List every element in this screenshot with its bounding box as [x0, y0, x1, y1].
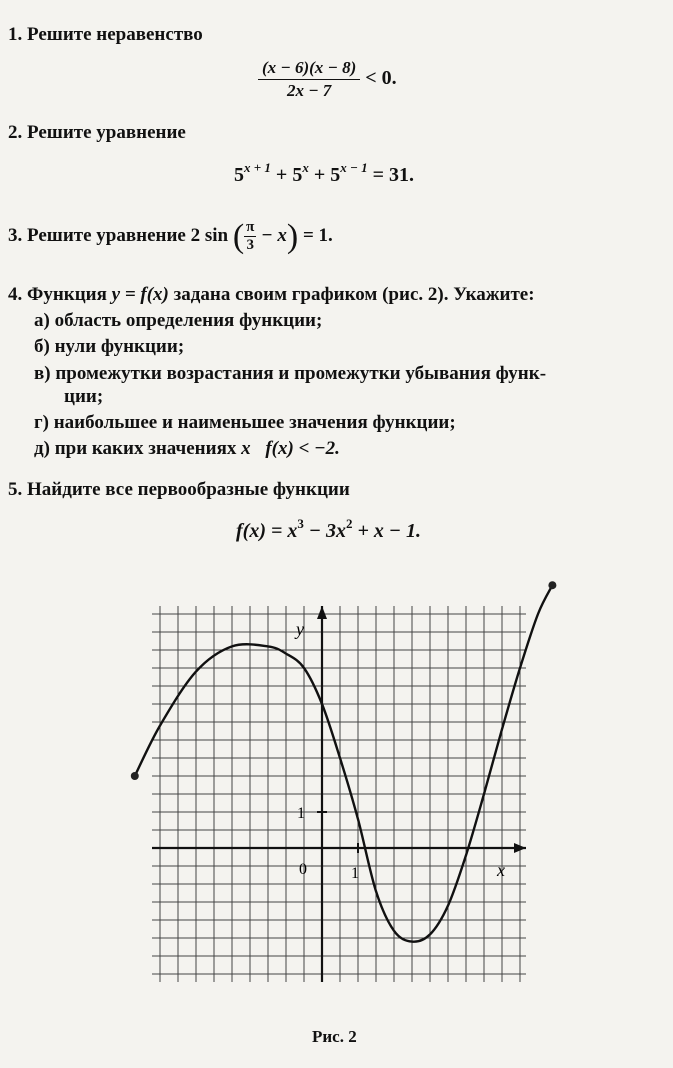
task-4-function: y = f(x)	[111, 284, 169, 305]
task-3-tail: − x	[261, 225, 287, 246]
task-3-text: 3. Решите уравнение 2 sin	[8, 225, 229, 246]
x-axis-arrow	[514, 843, 526, 853]
grid-lines	[152, 606, 526, 982]
y-axis-label: y	[296, 619, 304, 639]
task-2-exp-2: x	[302, 160, 309, 175]
y-unit-label: 1	[297, 805, 305, 822]
curve-end-point	[548, 581, 556, 589]
task-4-line	[8, 284, 535, 306]
task-1-numerator: (x − 6)(x − 8)	[258, 58, 360, 80]
task-2-rest: = 31.	[372, 164, 415, 186]
task-5-text: 5. Найдите все первообразные функции	[8, 479, 350, 500]
task-5-formula	[236, 516, 422, 543]
task-4-item-e	[34, 438, 340, 460]
task-4-item-d: г) наибольшее и наименьшее значения функции;	[34, 412, 456, 433]
right-paren: )	[286, 218, 299, 255]
task-2-base-2: + 5	[275, 164, 303, 186]
task-5-rest: + x − 1.	[357, 520, 422, 542]
task-2-exp-1: x + 1	[244, 160, 271, 175]
curve-start-point	[131, 772, 139, 780]
figure-caption: Рис. 2	[312, 1027, 357, 1046]
task-3-rest: = 1.	[302, 225, 333, 246]
function-curve	[135, 585, 553, 942]
axes	[152, 606, 526, 982]
task-1-denominator: 2x − 7	[286, 81, 332, 100]
task-4-text: задана своим графиком (рис. 2). Укажите:	[173, 284, 535, 305]
task-4-item-a: а) область определения функции;	[34, 310, 323, 331]
task-4-item-e-fn: f(x) < −2.	[265, 438, 340, 459]
task-2-base-3: + 5	[313, 164, 341, 186]
task-4-item-c: в) промежутки возрастания и промежутки убывания функ-	[34, 363, 547, 384]
task-5-f: f(x) = x	[236, 520, 298, 542]
task-2-formula	[234, 160, 415, 187]
task-2-exp-3: x − 1	[340, 160, 368, 175]
task-3-fraction	[244, 219, 256, 254]
task-5-exp-1: 3	[297, 516, 304, 531]
x-unit-label: 1	[351, 865, 359, 882]
task-4-item-c-cont: ции;	[64, 386, 104, 407]
task-1-fraction	[258, 58, 360, 101]
y-axis-arrow	[317, 606, 327, 619]
task-2-base-1: 5	[234, 164, 244, 186]
x-axis-label: x	[497, 860, 505, 880]
task-2-text: 2. Решите уравнение	[8, 122, 186, 143]
left-paren: (	[232, 218, 245, 255]
task-4-item-e-var: x	[241, 438, 251, 459]
task-4-lead: 4. Функция	[8, 284, 107, 305]
task-1-relation: < 0.	[365, 67, 397, 90]
task-4-item-b: б) нули функции;	[34, 336, 185, 357]
task-1-formula	[258, 58, 397, 101]
task-4-item-e-lead: д) при каких значениях	[34, 438, 237, 459]
task-1-text: 1. Решите неравенство	[8, 24, 203, 45]
task-5-exp-2: 2	[346, 516, 353, 531]
task-3-line	[8, 218, 333, 256]
origin-label: 0	[299, 861, 307, 878]
task-3-frac-num: π	[246, 219, 255, 236]
task-3-frac-den: 3	[246, 237, 255, 254]
task-5-mid: − 3x	[308, 520, 347, 542]
